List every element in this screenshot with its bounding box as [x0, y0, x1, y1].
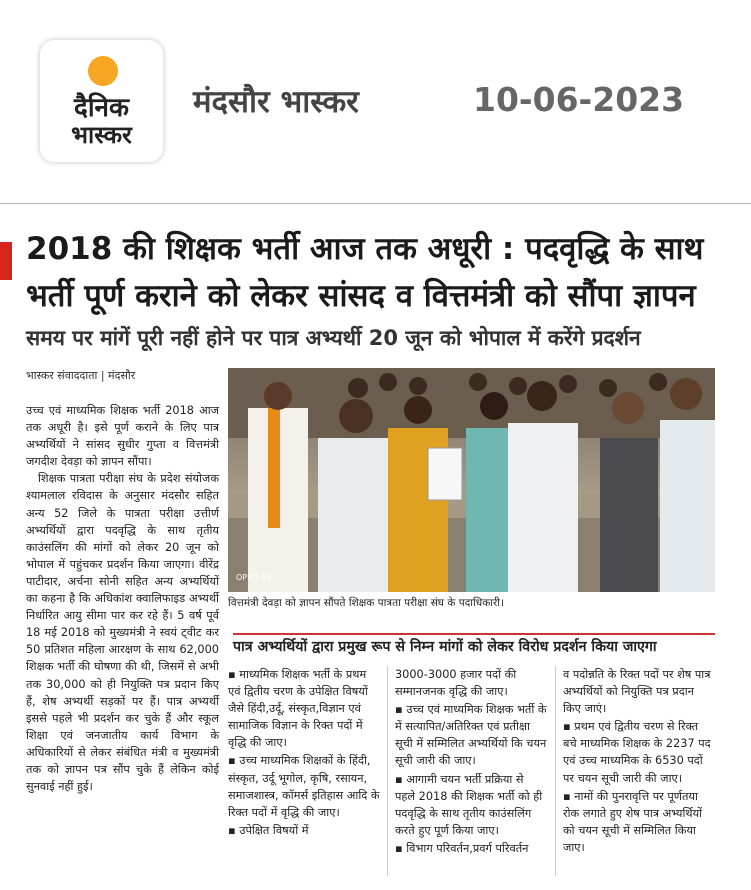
dainik-bhaskar-logo — [40, 40, 163, 162]
demand-item: ▪ विभाग परिवर्तन,प्रवर्ग परिवर्तन — [395, 841, 529, 855]
photo-illustration — [228, 368, 715, 592]
demand-item: ▪ उच्च एवं माध्यमिक शिक्षक भर्ती के में सत्यापित/अतिरिक्त एवं प्रतीक्षा सूची में सम्मिलित अभ्यर्थियों कि चयन सूची जारी की जाए। — [395, 703, 547, 768]
header-divider — [0, 203, 751, 204]
edition-date: 10-06-2023 — [473, 80, 685, 119]
body-paragraph-2: शिक्षक पात्रता परीक्षा संघ के प्रदेश संयोजक श्यामलाल रविदास के अनुसार मंदसौर सहित अन्य 52 जिले के पात्रता परीक्षा उत्तीर्ण अभ्यर्थियों द्वारा पदवृद्धि के साथ तृतीय काउंसलिंग की मांगों को लेकर 20 जून को भोपाल में पहुंचकर प्रदर्शन किया जाएगा। वीरेंद्र पाटीदार, अर्चना सोनी सहित अन्य अभ्यर्थियों का कहना है कि अधिकांश क्वालिफाइड अभ्यर्थी निर्धारित आयु सीमा पार कर रहे हैं। 5 वर्ष पूर्व 18 मई 2018 को मुख्यमंत्री ने स्वयं ट्वीट कर 50 प्रतिशत महिला आरक्षण के साथ 62,000 शिक्षक भर्ती की घोषणा की थी, जिसमें से अभी तक 30,000 को ही नियुक्ति पत्र प्रदान किए हैं, शेष अभ्यर्थी सड़कों पर हैं। पात्र अभ्यर्थी इससे पहले भी प्रदर्शन कर चुके हैं और स्कूल शिक्षा एवं जनजातीय कार्य विभाग के अधिकारियों से लेकर संबंधित मंत्री व मुख्यमंत्री तक को ज्ञापन पत्र सौंप चुके हैं लेकिन कोई सुनवाई नहीं हुई। — [26, 472, 219, 794]
demand-item: 3000-3000 हजार पदों की सम्मानजनक वृद्धि की जाए। — [395, 668, 517, 699]
byline: भास्कर संवाददाता | मंदसौर — [26, 369, 136, 382]
article-body — [26, 402, 219, 795]
logo-text-line2: भास्कर — [71, 121, 132, 149]
demand-item: ▪ नामों की पुनरावृत्ति पर पूर्णतया रोक लगाते हुए शेष पात्र अभ्यर्थियों को चयन सूची में सम्मिलित किया जाए। — [563, 789, 703, 854]
demands-column-1 — [228, 666, 380, 840]
photo-watermark: OPPO A5 — [236, 573, 272, 582]
headline-line2: भर्ती पूर्ण कराने को लेकर सांसद व वित्तमंत्री को सौंपा ज्ञापन — [26, 278, 696, 314]
sun-icon — [88, 56, 118, 86]
demands-column-2 — [395, 666, 547, 858]
demand-item: ▪ उपेक्षित विषयों में — [228, 823, 309, 837]
photo-caption: वित्तमंत्री देवड़ा को ज्ञापन सौंपते शिक्षक पात्रता परीक्षा संघ के पदाधिकारी। — [228, 597, 504, 609]
demand-item: ▪ माध्यमिक शिक्षक भर्ती के प्रथम एवं द्वितीय चरण के उपेक्षित विषयों जैसे हिंदी,उर्दू, संस्कृत,विज्ञान एवं सामाजिक विज्ञान के रिक्त पदों में वृद्धि की जाए। — [228, 668, 368, 750]
demands-title: पात्र अभ्यर्थियों द्वारा प्रमुख रूप से निम्न मांगों को लेकर विरोध प्रदर्शन किया जाएगा — [233, 633, 715, 656]
accent-bar — [0, 242, 12, 280]
column-divider — [555, 666, 556, 876]
news-photo — [228, 368, 715, 592]
demands-column-3 — [563, 666, 715, 857]
headline — [26, 226, 742, 320]
body-paragraph-1: उच्च एवं माध्यमिक शिक्षक भर्ती 2018 आज तक अधूरी है। इसे पूर्ण कराने के लिए पात्र अभ्यर्थियों ने सांसद सुधीर गुप्ता व वित्तमंत्री जगदीश देवड़ा को ज्ञापन सौंपा। — [26, 404, 219, 469]
demand-item: व पदोन्नति के रिक्त पदों पर शेष पात्र अभ्यर्थियों को नियुक्ति पत्र प्रदान किए जाएं। — [563, 668, 711, 716]
subheadline: समय पर मांगें पूरी नहीं होने पर पात्र अभ्यर्थी 20 जून को भोपाल में करेंगे प्रदर्शन — [26, 326, 641, 350]
headline-line1: 2018 की शिक्षक भर्ती आज तक अधूरी : पदवृद्धि के साथ — [26, 231, 704, 267]
column-divider — [387, 666, 388, 876]
demand-item: ▪ प्रथम एवं द्वितीय चरण से रिक्त बचे माध्यमिक शिक्षक के 2237 पद एवं उच्च माध्यमिक के 6530 पदों पर चयन सूची जारी की जाए। — [563, 720, 711, 785]
demand-item: ▪ आगामी चयन भर्ती प्रक्रिया से पहले 2018 की शिक्षक भर्ती को ही पदवृद्धि के साथ तृतीय काउंसलिंग करते हुए पूर्ण किया जाए। — [395, 772, 543, 837]
edition-name: मंदसौर भास्कर — [193, 84, 359, 120]
logo-text-line1: दैनिक — [74, 93, 129, 123]
demand-item: ▪ उच्च माध्यमिक शिक्षकों के हिंदी, संस्कृत, उर्दू भूगोल, कृषि, रसायन, समाजशास्त्र, कॉमर्स इतिहास आदि के रिक्त पदों में वृद्धि की जाए। — [228, 754, 380, 819]
